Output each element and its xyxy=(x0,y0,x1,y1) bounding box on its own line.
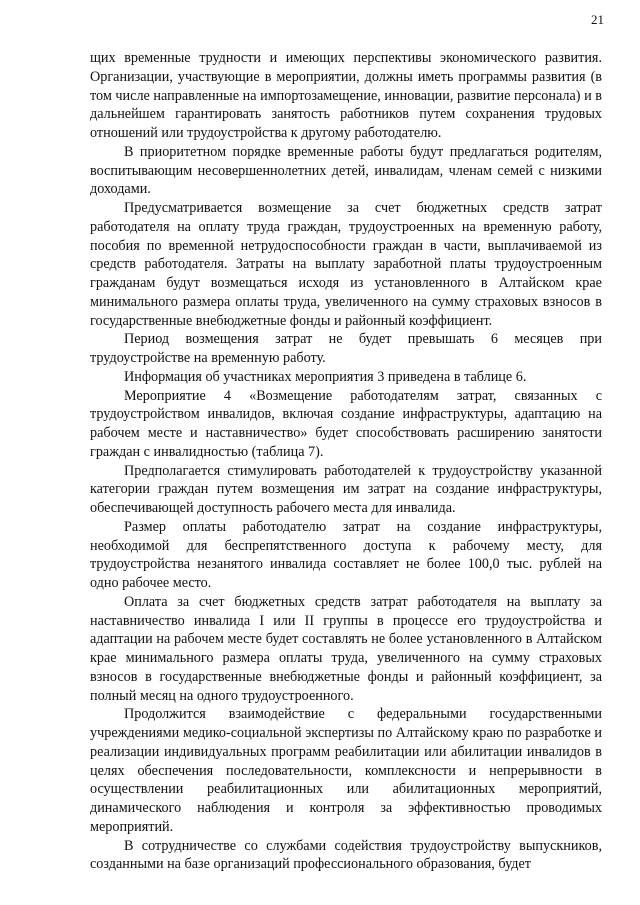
body-text xyxy=(90,49,602,874)
paragraph-infrastructure-cost: Размер оплаты работодателю затрат на создание инфраструктуры, необходимой для беспрепятственного доступа к рабочему месту, для трудоустройства незанятого инвалида составляет не более 100,0 тыс. рублей на одно рабочее место. xyxy=(90,518,602,591)
paragraph-graduate-employment-services: В сотрудничестве со службами содействия трудоустройству выпускников, созданными на базе организаций профессионального образования, будет xyxy=(90,837,602,873)
paragraph-medical-expertise-cooperation: Продолжится взаимодействие с федеральными государственными учреждениями медико-социальной экспертизы по Алтайскому краю по разработке и реализации индивидуальных программ реабилитации или абилитации инвалидов в целях обеспечения последовательности, комплексности и непрерывности в осуществлении реабилитационных или абилитационных мероприятий, динамического наблюдения и контроля за эффективностью проводимых мероприятий. xyxy=(90,706,602,835)
paragraph-mentoring-payment: Оплата за счет бюджетных средств затрат работодателя на выплату за наставничество инвалида I или II группы в процессе его трудоустройства и адаптации на рабочем месте будет составлять не более установленного в Алтайском крае минимального размера оплаты труда, увеличенного на сумму страховых взносов в государственные внебюджетные фонды и районный коэффициент, за полный месяц на одного трудоустроенного. xyxy=(90,593,602,704)
paragraph-priority-temporary-work: В приоритетном порядке временные работы будут предлагаться родителям, воспитывающим несовершеннолетних детей, инвалидам, членам семей с низкими доходами. xyxy=(90,143,602,198)
paragraph-compensation-period: Период возмещения затрат не будет превышать 6 месяцев при трудоустройстве на временную работу. xyxy=(90,331,602,366)
page-number: 21 xyxy=(591,12,604,27)
paragraph-continuation: щих временные трудности и имеющих перспективы экономического развития. Организации, участвующие в мероприятии, должны иметь программы развития (в том числе направленные на импортозамещение, инновации, развитие персонала) и в дальнейшем гарантировать занятость работников путем сохранения трудовых отношений или трудоустройства к другому работодателю. xyxy=(90,50,602,141)
paragraph-measure-4: Мероприятие 4 «Возмещение работодателям затрат, связанных с трудоустройством инвалидов, включая создание инфраструктуры, адаптацию на рабочем месте и наставничество» будет способствовать расширению занятости граждан с инвалидностью (таблица 7). xyxy=(90,387,602,460)
paragraph-employer-stimulation: Предполагается стимулировать работодателей к трудоустройству указанной категории граждан путем возмещения им затрат на создание инфраструктуры, обеспечивающей доступность рабочего места для инвалида. xyxy=(90,462,602,516)
paragraph-table-6-reference: Информация об участниках мероприятия 3 приведена в таблице 6. xyxy=(124,368,527,385)
paragraph-compensation: Предусматривается возмещение за счет бюджетных средств затрат работодателя на оплату труда граждан, трудоустроенных на временную работу, пособия по временной нетрудоспособности граждан в части, выплачиваемой из средств работодателя. Затраты на выплату заработной платы трудоустроенным гражданам будут возмещаться исходя из установленного в Алтайском крае минимального размера оплаты труда, увеличенного на сумму страховых взносов в государственные внебюджетные фонды и районный коэффициент. xyxy=(90,200,602,329)
